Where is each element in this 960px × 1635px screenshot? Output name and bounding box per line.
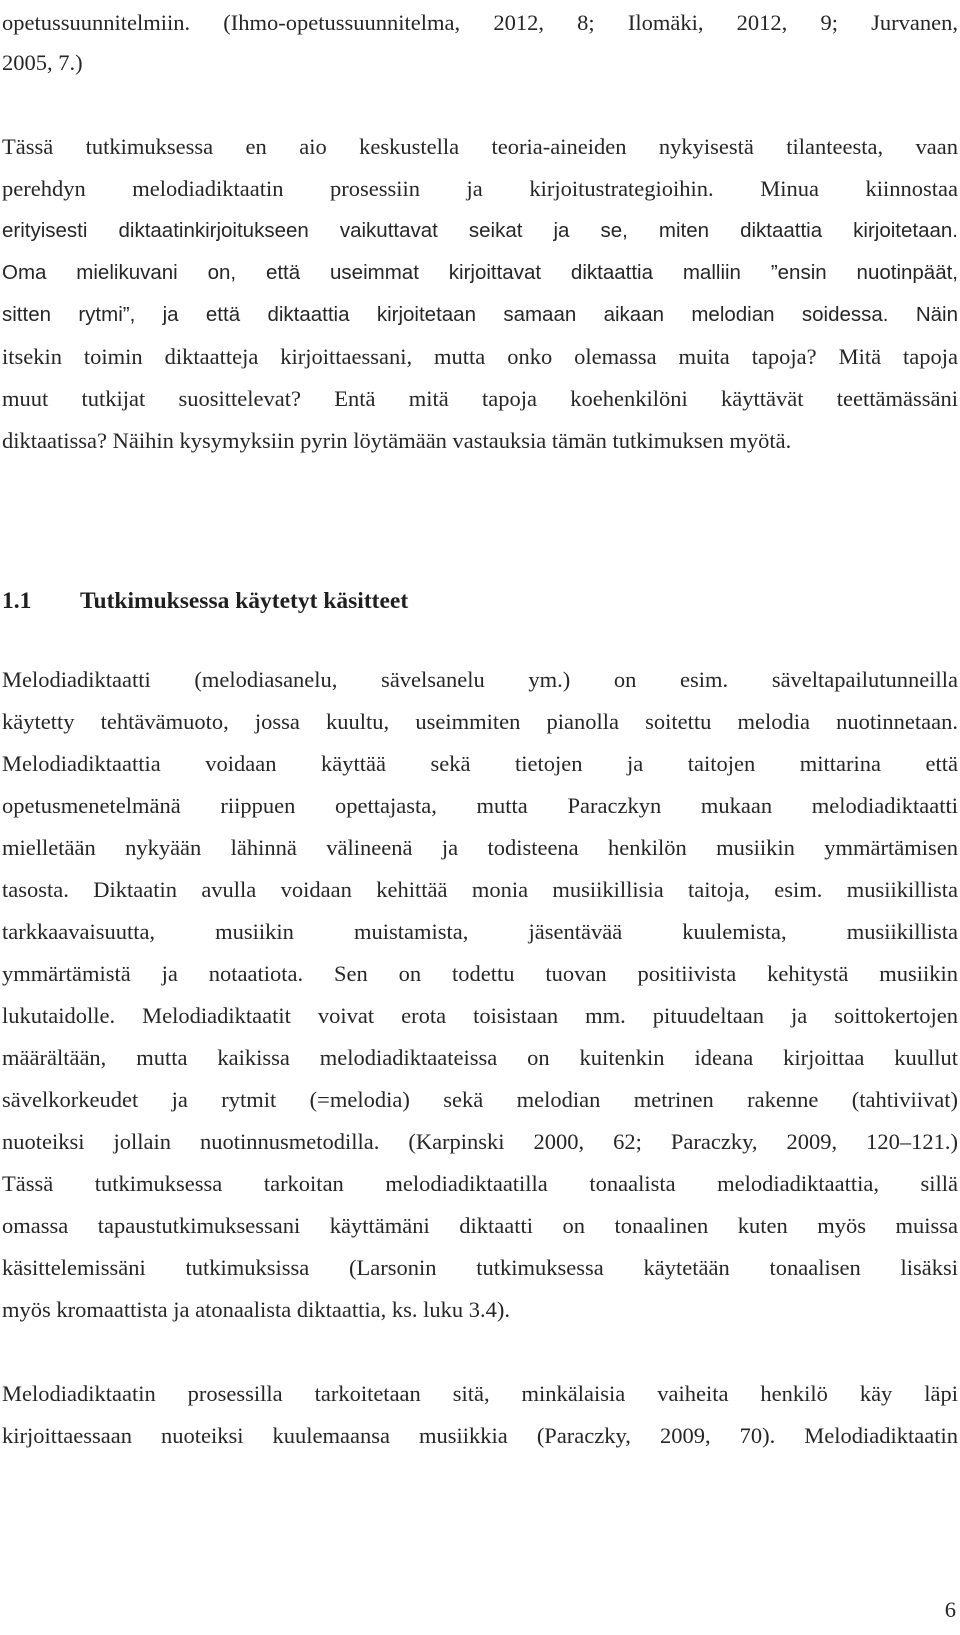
- paragraph-line: opetusmenetelmänä riippuen opettajasta, mutta Paraczkyn mukaan melodiadiktaatti: [2, 793, 958, 818]
- section-heading: [2, 581, 408, 621]
- paragraph-line: omassa tapaustutkimuksessani käyttämäni diktaatti on tonaalinen kuten myös muissa: [2, 1213, 958, 1238]
- paragraph-line: itsekin toimin diktaatteja kirjoittaessani, mutta onko olemassa muita tapoja? Mitä tapoja: [2, 344, 958, 369]
- paragraph-line: määrältään, mutta kaikissa melodiadiktaateissa on kuitenkin ideana kirjoittaa kuullut: [2, 1045, 958, 1070]
- paragraph-line: Melodiadiktaatin prosessilla tarkoitetaan sitä, minkälaisia vaiheita henkilö käy läpi: [2, 1381, 958, 1406]
- paragraph-line: myös kromaattista ja atonaalista diktaattia, ks. luku 3.4).: [2, 1297, 511, 1322]
- paragraph-line: käytetty tehtävämuoto, jossa kuultu, useimmiten pianolla soitettu melodia nuotinnetaan.: [2, 709, 958, 734]
- paragraph-line: lukutaidolle. Melodiadiktaatit voivat erota toisistaan mm. pituudeltaan ja soittokertojen: [2, 1003, 958, 1028]
- paragraph-line: mielletään nykyään lähinnä välineenä ja todisteena henkilön musiikin ymmärtämisen: [2, 835, 958, 860]
- paragraph-line: nuoteiksi jollain nuotinnusmetodilla. (Karpinski 2000, 62; Paraczky, 2009, 120–121.): [2, 1129, 958, 1154]
- intro-line: opetussuunnitelmiin. (Ihmo-opetussuunnitelma, 2012, 8; Ilomäki, 2012, 9; Jurvanen,: [2, 10, 958, 35]
- page-number: 6: [944, 1597, 956, 1622]
- paragraph-line: kirjoittaessaan nuoteiksi kuulemaansa musiikkia (Paraczky, 2009, 70). Melodiadiktaatin: [2, 1423, 958, 1448]
- paragraph-line: käsittelemissäni tutkimuksissa (Larsonin tutkimuksessa käytetään tonaalisen lisäksi: [2, 1255, 958, 1280]
- paragraph-line: perehdyn melodiadiktaatin prosessiin ja kirjoitustrategioihin. Minua kiinnostaa: [2, 176, 958, 201]
- paragraph-line: Melodiadiktaatti (melodiasanelu, sävelsanelu ym.) on esim. säveltapailutunneilla: [2, 667, 958, 692]
- paragraph-line: Melodiadiktaattia voidaan käyttää sekä tietojen ja taitojen mittarina että: [2, 751, 958, 776]
- paragraph-line: tarkkaavaisuutta, musiikin muistamista, jäsentävää kuulemista, musiikillista: [2, 919, 958, 944]
- paragraph-line: erityisesti diktaatinkirjoitukseen vaikuttavat seikat ja se, miten diktaattia kirjoitetaan.: [2, 219, 958, 242]
- paragraph-line: diktaatissa? Näihin kysymyksiin pyrin löytämään vastauksia tämän tutkimuksen myötä.: [2, 428, 792, 453]
- intro-line: 2005, 7.): [2, 50, 83, 75]
- section-title: Tutkimuksessa käytetyt käsitteet: [80, 588, 409, 614]
- paragraph-line: sitten rytmi”, ja että diktaattia kirjoitetaan samaan aikaan melodian soidessa. Näin: [2, 303, 958, 326]
- paragraph-line: sävelkorkeudet ja rytmit (=melodia) sekä melodian metrinen rakenne (tahtiviivat): [2, 1087, 958, 1112]
- section-number: 1.1: [2, 588, 32, 614]
- paragraph-line: Tässä tutkimuksessa en aio keskustella teoria-aineiden nykyisestä tilanteesta, vaan: [2, 134, 958, 159]
- paragraph-line: Tässä tutkimuksessa tarkoitan melodiadiktaatilla tonaalista melodiadiktaattia, sillä: [2, 1171, 958, 1196]
- paragraph-line: Oma mielikuvani on, että useimmat kirjoittavat diktaattia malliin ”ensin nuotinpäät,: [2, 261, 958, 284]
- paragraph-line: muut tutkijat suosittelevat? Entä mitä tapoja koehenkilöni käyttävät teettämässäni: [2, 386, 958, 411]
- paragraph-line: tasosta. Diktaatin avulla voidaan kehittää monia musiikillisia taitoja, esim. musiikillista: [2, 877, 958, 902]
- paragraph-line: ymmärtämistä ja notaatiota. Sen on todettu tuovan positiivista kehitystä musiikin: [2, 961, 958, 986]
